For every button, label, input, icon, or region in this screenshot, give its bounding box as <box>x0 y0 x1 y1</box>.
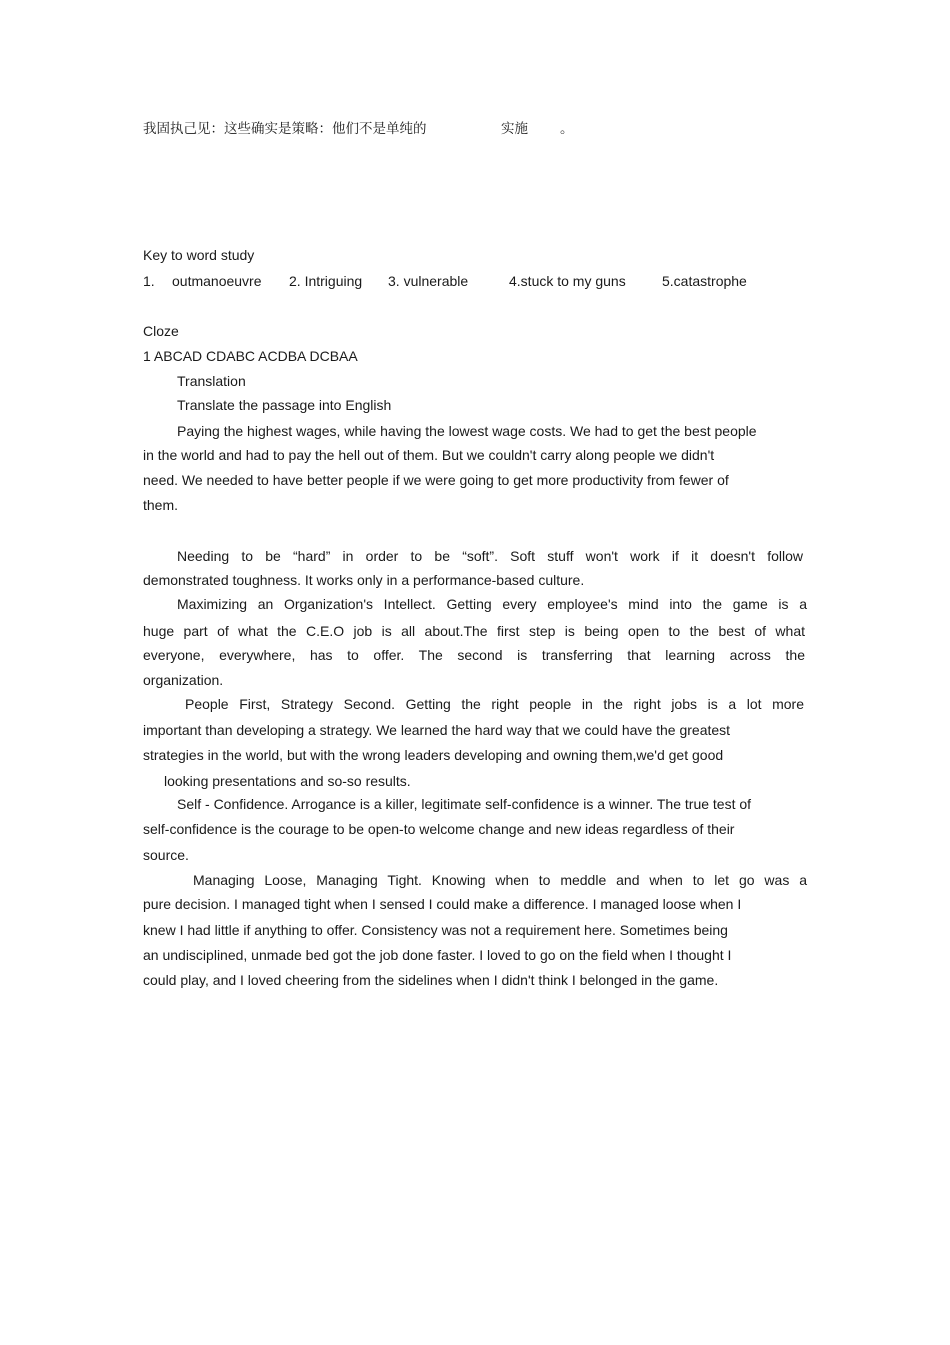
translation-heading: Translation <box>177 373 246 389</box>
paragraph-line: demonstrated toughness. It works only in a performance-based culture. <box>143 572 585 588</box>
paragraph-line: Needing to be “hard” in order to be “soft”. Soft stuff won't work if it doesn't follow <box>177 548 803 564</box>
paragraph-line: an undisciplined, unmade bed got the job done faster. I loved to go on the field when I thought I <box>143 947 732 963</box>
paragraph-line: them. <box>143 497 179 513</box>
paragraph-line: Managing Loose, Managing Tight. Knowing when to meddle and when to let go was a <box>193 872 807 888</box>
word-study-item: 5.catastrophe <box>662 273 747 289</box>
paragraph-line: pure decision. I managed tight when I sensed I could make a difference. I managed loose when I <box>143 896 742 912</box>
word-study-item: 4.stuck to my guns <box>509 273 626 289</box>
word-study-item: 2. Intriguing <box>289 273 363 289</box>
paragraph-line: in the world and had to pay the hell out of them. But we couldn't carry along people we didn't <box>143 447 715 463</box>
paragraph-line: Self - Confidence. Arrogance is a killer, legitimate self-confidence is a winner. The true test of <box>177 796 752 812</box>
paragraph-line: organization. <box>143 672 224 688</box>
word-study-item: 1. <box>143 273 155 289</box>
chinese-sentence-tail: 实施 <box>501 121 528 137</box>
paragraph-line: Maximizing an Organization's Intellect. Getting every employee's mind into the game is a <box>177 596 807 612</box>
paragraph-line: looking presentations and so-so results. <box>164 773 411 789</box>
paragraph-line: huge part of what the C.E.O job is all about.The first step is being open to the best of what <box>143 623 805 639</box>
paragraph-line: could play, and I loved cheering from the sidelines when I didn't think I belonged in the game. <box>143 972 719 988</box>
paragraph-line: People First, Strategy Second. Getting the right people in the right jobs is a lot more <box>185 696 804 712</box>
cloze-answers: 1 ABCAD CDABC ACDBA DCBAA <box>143 348 358 364</box>
paragraph-line: everyone, everywhere, has to offer. The second is transferring that learning across the <box>143 647 805 663</box>
chinese-sentence: 我固执己见：这些确实是策略：他们不是单纯的 <box>143 121 427 137</box>
paragraph-line: knew I had little if anything to offer. Consistency was not a requirement here. Sometimes being <box>143 922 728 938</box>
word-study-heading: Key to word study <box>143 247 255 263</box>
chinese-period: 。 <box>560 121 574 137</box>
word-study-item: outmanoeuvre <box>172 273 262 289</box>
translation-instruction: Translate the passage into English <box>177 397 392 413</box>
paragraph-line: important than developing a strategy. We learned the hard way that we could have the greatest <box>143 722 731 738</box>
paragraph-line: need. We needed to have better people if we were going to get more productivity from fewer of <box>143 472 729 488</box>
paragraph-line: self-confidence is the courage to be open-to welcome change and new ideas regardless of their <box>143 821 735 837</box>
paragraph-line: Paying the highest wages, while having the lowest wage costs. We had to get the best people <box>177 423 757 439</box>
word-study-item: 3. vulnerable <box>388 273 469 289</box>
cloze-heading: Cloze <box>143 323 179 339</box>
paragraph-line: strategies in the world, but with the wrong leaders developing and owning them,we'd get good <box>143 747 724 763</box>
paragraph-line: source. <box>143 847 189 863</box>
